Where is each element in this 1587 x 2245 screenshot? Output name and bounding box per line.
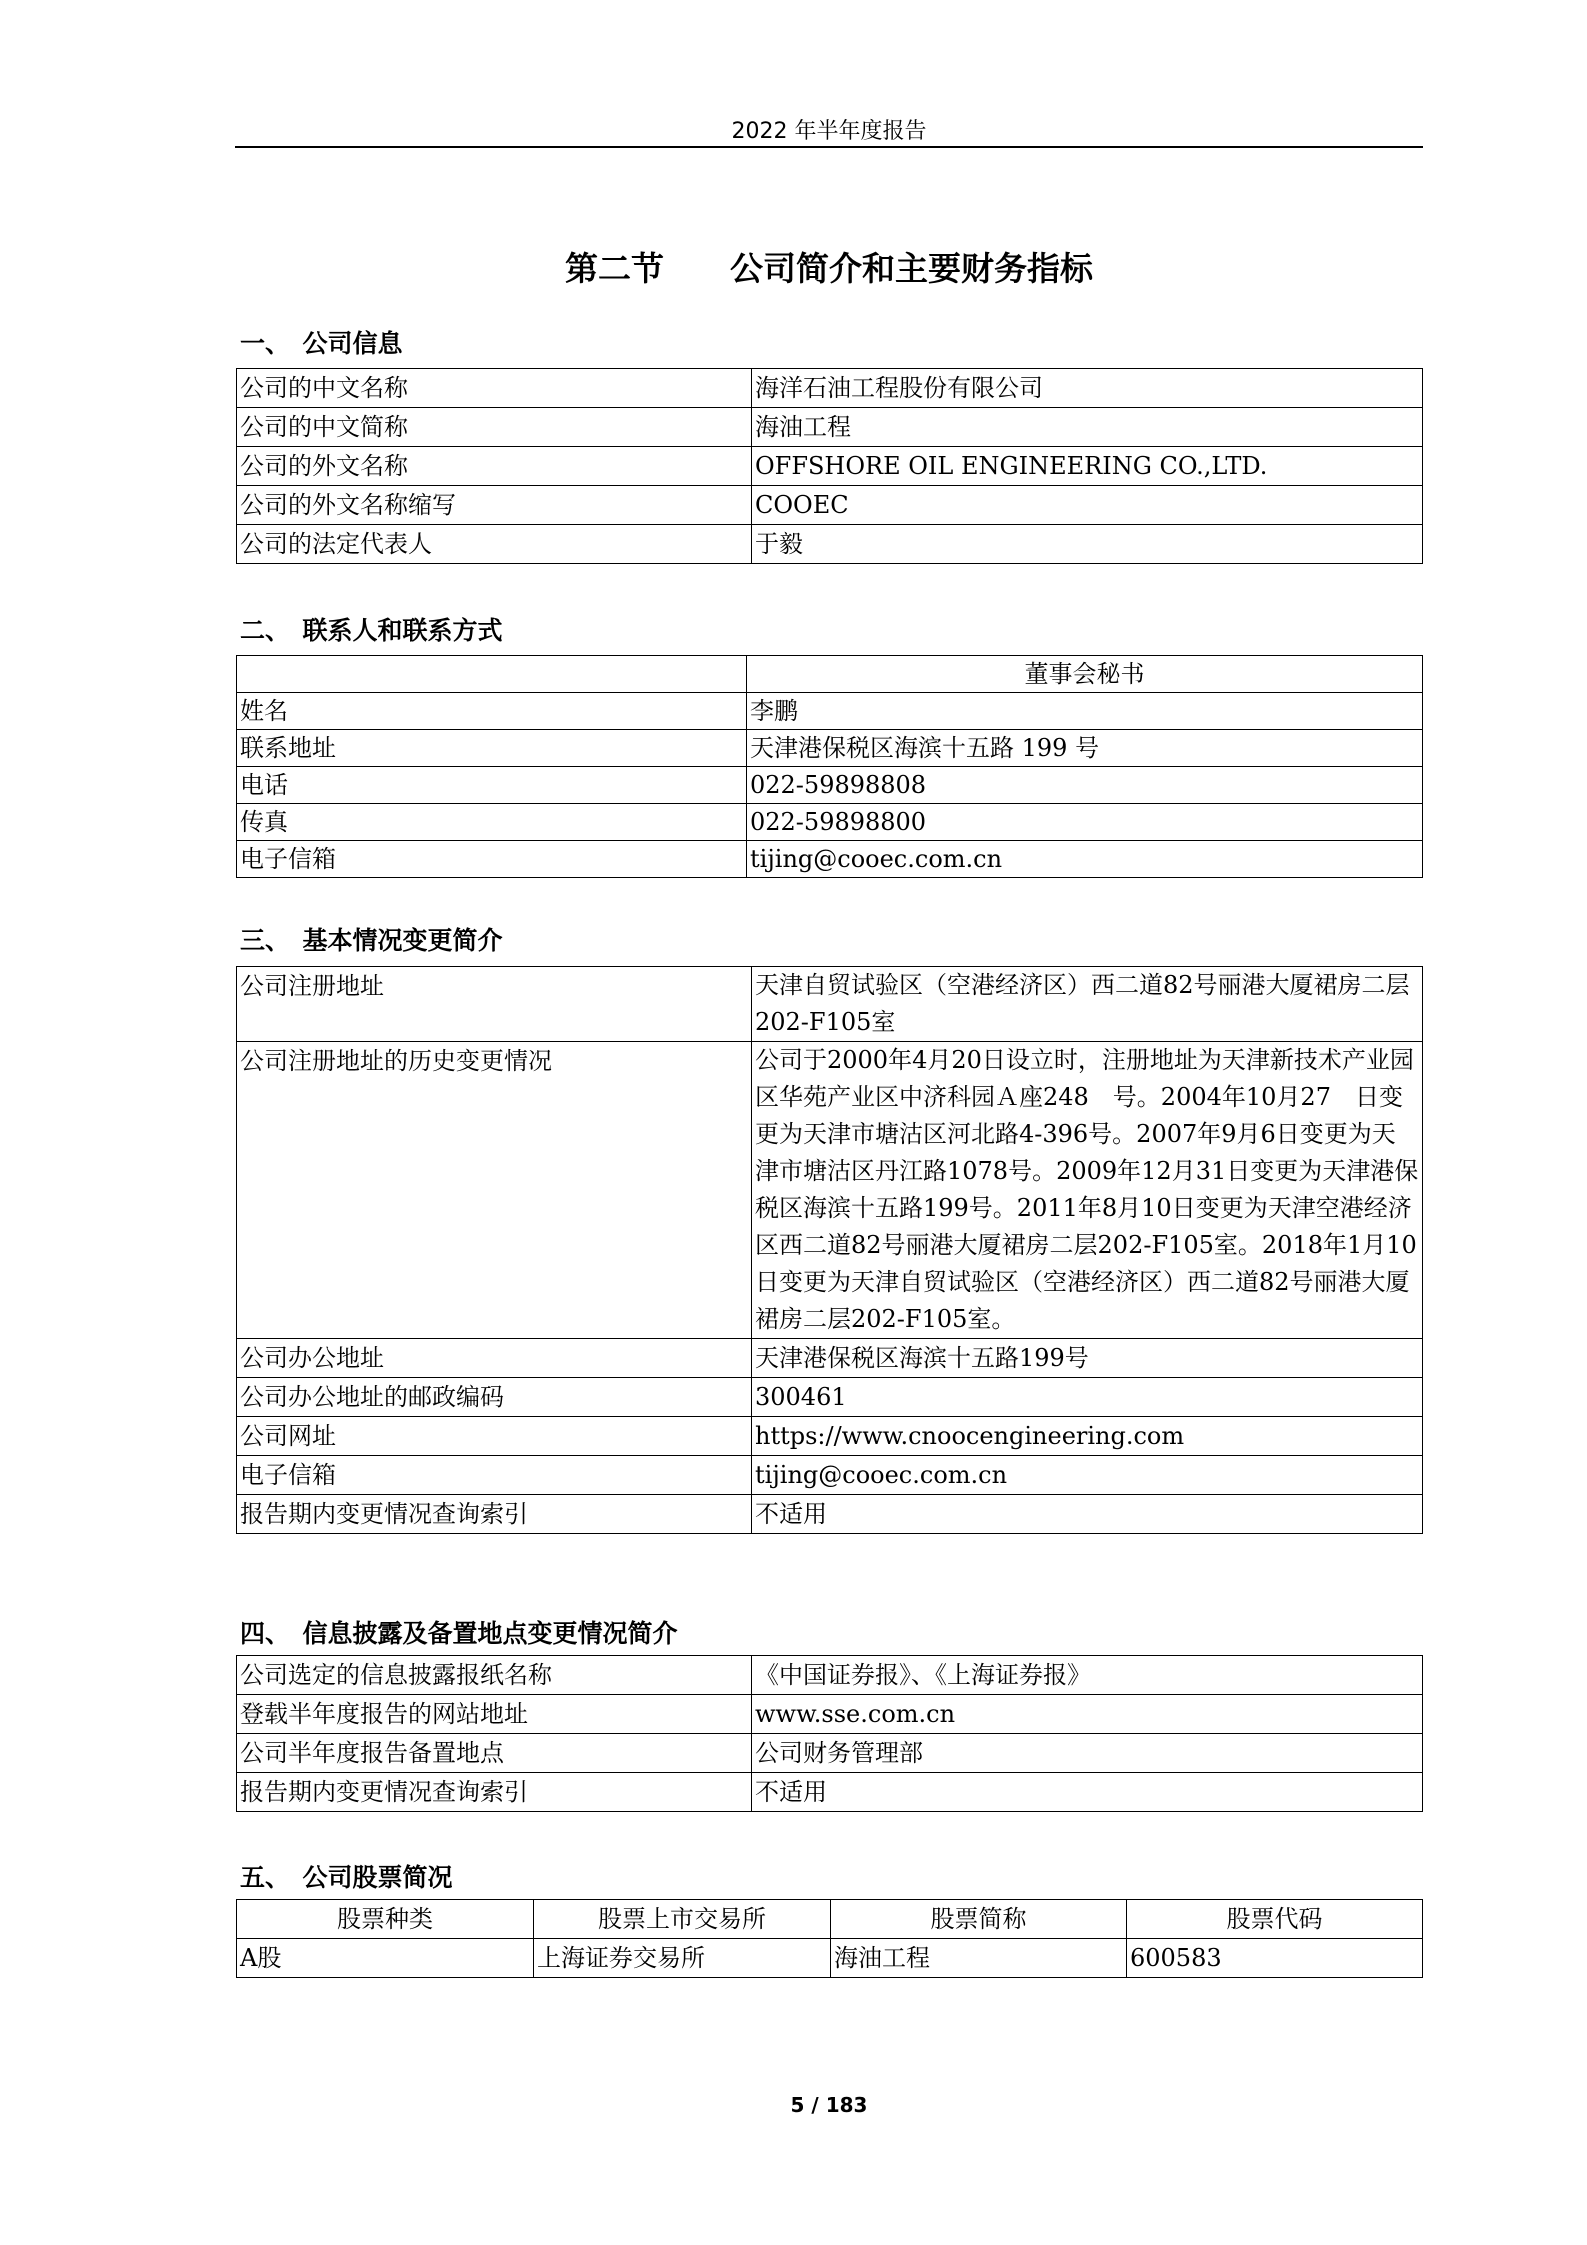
row-value: 不适用 <box>752 1773 1423 1812</box>
row-value: 022-59898800 <box>747 804 1423 841</box>
column-header: 股票代码 <box>1127 1900 1423 1939</box>
page-number: 5 / 183 <box>790 2093 868 2117</box>
contact-table <box>236 655 1423 878</box>
table-row <box>237 1042 1423 1339</box>
row-label: 电子信箱 <box>237 1456 752 1495</box>
row-label: 电话 <box>237 767 747 804</box>
table-row <box>237 1773 1423 1812</box>
row-value: 022-59898808 <box>747 767 1423 804</box>
row-label: 登载半年度报告的网站地址 <box>237 1695 752 1734</box>
row-value: 海油工程 <box>752 408 1423 447</box>
stock-exchange-cell: 上海证券交易所 <box>534 1939 831 1978</box>
table-row <box>237 841 1423 878</box>
row-label: 电子信箱 <box>237 841 747 878</box>
row-label: 传真 <box>237 804 747 841</box>
heading-stock-info: 五、 公司股票简况 <box>240 1863 453 1892</box>
table-header-row <box>237 1900 1423 1939</box>
row-label: 公司选定的信息披露报纸名称 <box>237 1656 752 1695</box>
row-label: 公司的中文简称 <box>237 408 752 447</box>
row-value: COOEC <box>752 486 1423 525</box>
row-label: 公司办公地址 <box>237 1339 752 1378</box>
stock-short-name-cell: 海油工程 <box>831 1939 1127 1978</box>
stock-type-cell: A股 <box>237 1939 534 1978</box>
table-row <box>237 1378 1423 1417</box>
row-value: www.sse.com.cn <box>752 1695 1423 1734</box>
row-value: tijing@cooec.com.cn <box>752 1456 1423 1495</box>
table-row <box>237 693 1423 730</box>
row-value: 天津港保税区海滨十五路199号 <box>752 1339 1423 1378</box>
table-row <box>237 447 1423 486</box>
table-row <box>237 1939 1423 1978</box>
table-row <box>237 1495 1423 1534</box>
row-value: 公司于2000年4月20日设立时，注册地址为天津新技术产业园区华苑产业区中济科园Ａ座248 号。2004年10月27 日变更为天津市塘沽区河北路4-396号。2007年9月6日变更为天津市塘沽区丹江路1078号。2009年12月31日变更为天津港保税区海滨十五路199号。2011年8月10日变更为天津空港经济区西二道82号丽港大厦裙房二层202-F105室。2018年1月10日变更为天津自贸试验区（空港经济区）西二道82号丽港大厦裙房二层202-F105室。 <box>752 1042 1423 1339</box>
row-value: OFFSHORE OIL ENGINEERING CO.,LTD. <box>752 447 1423 486</box>
row-label: 公司的中文名称 <box>237 369 752 408</box>
section-title: 第二节 公司简介和主要财务指标 <box>565 249 1093 288</box>
row-value: 李鹏 <box>747 693 1423 730</box>
row-value: 于毅 <box>752 525 1423 564</box>
table-row <box>237 1339 1423 1378</box>
table-row <box>237 804 1423 841</box>
table-row <box>237 730 1423 767</box>
row-value: 海洋石油工程股份有限公司 <box>752 369 1423 408</box>
table-row <box>237 1417 1423 1456</box>
row-value: 天津港保税区海滨十五路 199 号 <box>747 730 1423 767</box>
column-header: 股票上市交易所 <box>534 1900 831 1939</box>
table-row <box>237 1734 1423 1773</box>
table-row <box>237 408 1423 447</box>
row-value: 公司财务管理部 <box>752 1734 1423 1773</box>
row-value: tijing@cooec.com.cn <box>747 841 1423 878</box>
page-header: 2022 年半年度报告 <box>731 119 927 144</box>
table-row <box>237 967 1423 1042</box>
row-label: 公司的外文名称 <box>237 447 752 486</box>
column-header: 股票种类 <box>237 1900 534 1939</box>
table-row <box>237 1656 1423 1695</box>
table-row <box>237 1456 1423 1495</box>
heading-disclosure: 四、 信息披露及备置地点变更情况简介 <box>240 1619 678 1648</box>
table-row <box>237 1695 1423 1734</box>
row-label: 公司半年度报告备置地点 <box>237 1734 752 1773</box>
row-value: 不适用 <box>752 1495 1423 1534</box>
heading-contact: 二、 联系人和联系方式 <box>240 616 503 645</box>
row-label: 公司的法定代表人 <box>237 525 752 564</box>
company-info-table <box>236 368 1423 564</box>
row-label: 公司办公地址的邮政编码 <box>237 1378 752 1417</box>
table-row <box>237 767 1423 804</box>
disclosure-table <box>236 1655 1423 1812</box>
row-label: 公司注册地址 <box>237 967 752 1042</box>
column-header: 股票简称 <box>831 1900 1127 1939</box>
row-label: 姓名 <box>237 693 747 730</box>
header-rule <box>235 146 1423 148</box>
row-label: 联系地址 <box>237 730 747 767</box>
table-row <box>237 525 1423 564</box>
row-label: 报告期内变更情况查询索引 <box>237 1495 752 1534</box>
stock-code-cell: 600583 <box>1127 1939 1423 1978</box>
row-label: 公司注册地址的历史变更情况 <box>237 1042 752 1339</box>
row-value: 《中国证券报》、《上海证券报》 <box>752 1656 1423 1695</box>
basic-info-table <box>236 966 1423 1534</box>
heading-basic-info-changes: 三、 基本情况变更简介 <box>240 926 503 955</box>
row-label: 报告期内变更情况查询索引 <box>237 1773 752 1812</box>
row-value: https://www.cnoocengineering.com <box>752 1417 1423 1456</box>
column-header-secretary: 董事会秘书 <box>747 656 1423 693</box>
row-label: 公司网址 <box>237 1417 752 1456</box>
table-header-row <box>237 656 1423 693</box>
empty-header-cell <box>237 656 747 693</box>
table-row <box>237 486 1423 525</box>
heading-company-info: 一、 公司信息 <box>240 329 403 358</box>
row-value: 天津自贸试验区（空港经济区）西二道82号丽港大厦裙房二层202-F105室 <box>752 967 1423 1042</box>
table-row <box>237 369 1423 408</box>
stock-table <box>236 1899 1423 1978</box>
row-value: 300461 <box>752 1378 1423 1417</box>
row-label: 公司的外文名称缩写 <box>237 486 752 525</box>
